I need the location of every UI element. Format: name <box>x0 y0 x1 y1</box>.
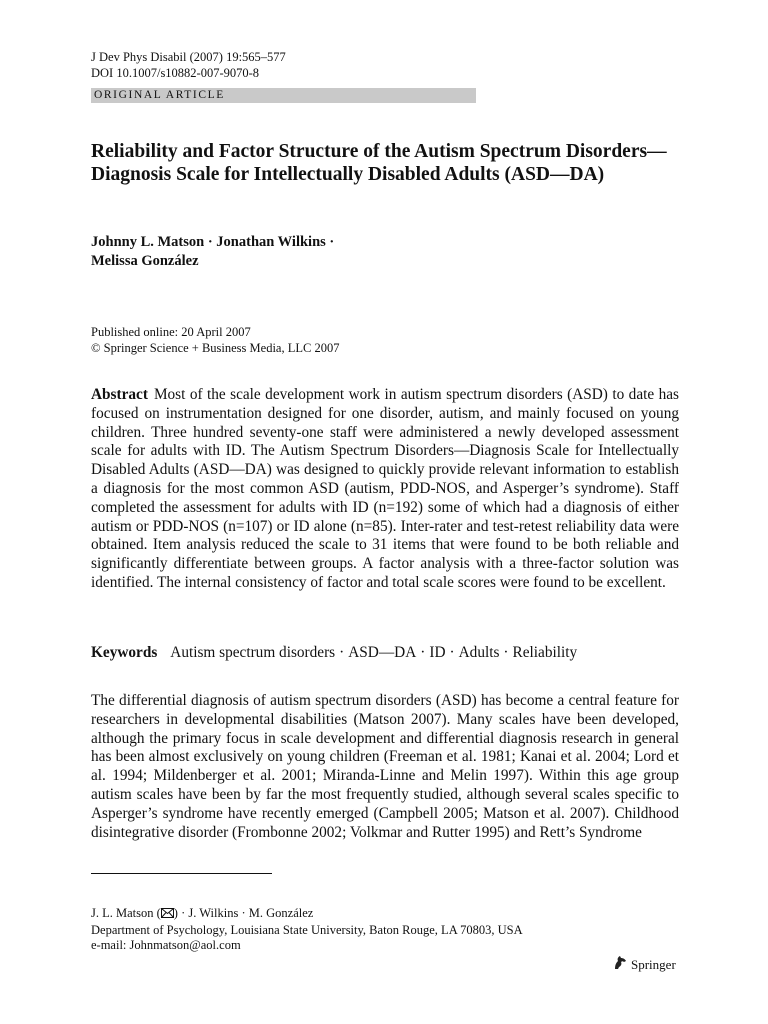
footnote-email: e-mail: Johnmatson@aol.com <box>91 938 241 952</box>
keywords-label: Keywords <box>91 644 158 661</box>
abstract <box>91 386 679 593</box>
springer-horse-icon <box>612 955 631 974</box>
journal-citation: J Dev Phys Disabil (2007) 19:565–577 <box>91 50 286 64</box>
footnote-authors <box>91 906 679 923</box>
journal-header <box>91 49 286 81</box>
author-list <box>91 233 651 271</box>
body-paragraph: The differential diagnosis of autism spectrum disorders (ASD) has become a central feature for researchers in developmental disabilities (Matson 2007). Many scales have been developed, although the primary focus in scale development and differential diagnosis research in general has been almost exclusively on young children (Freeman et al. 1981; Kanai et al. 2004; Lord et al. 1994; Mildenberger et al. 2001; Miranda-Linne and Melin 1997). Within this age group autism scales have been by far the most frequently studied, although several scales specific to Asperger’s syndrome have recently emerged (Campbell 2005; Matson et al. 2007). Childhood disintegrative disorder (Frombonne 2002; Volkmar and Rutter 1995) and Rett’s Syndrome <box>91 692 679 841</box>
footnote-affiliation: Department of Psychology, Louisiana State University, Baton Rouge, LA 70803, USA <box>91 922 523 937</box>
publication-info <box>91 324 339 356</box>
footnote-author-text: ) · J. Wilkins · M. González <box>173 906 314 920</box>
keywords: Keywords Autism spectrum disorders · ASD—DA · ID · Adults · Reliability <box>91 644 578 661</box>
keyword: Reliability <box>512 644 578 661</box>
abstract-text: Most of the scale development work in autism spectrum disorders (ASD) to date has focused on instrumentation designed for one disorder, autism, and mainly focused on young children. Three hundred seventy-one staff were administered a newly developed assessment scale for adults with ID. The Autism Spectrum Disorders—Diagnosis Scale for Intellectually Disabled Adults (ASD—DA) was designed to quickly provide relevant information to establish a diagnosis for the most common ASD (autism, PDD-NOS, and Asperger’s syndrome). Staff completed the assessment for adults with ID (n=192) some of which had a diagnosis of either autism or PDD-NOS (n=107) or ID alone (n=85). Inter-rater and test-retest reliability data were obtained. Item analysis reduced the scale to 31 items that were found to be both reliable and significantly differentiate between groups. A factor analysis with a three-factor solution was identified. The internal consistency of factor and total scale scores were found to be excellent. <box>91 386 679 591</box>
published-online: Published online: 20 April 2007 <box>91 325 251 339</box>
publisher-logo <box>612 955 676 974</box>
paper-title: Reliability and Factor Structure of the Autism Spectrum Disorders—Diagnosis Scale for Intellectually Disabled Adults (ASD—DA) <box>91 141 667 185</box>
footnote-author-text: J. L. Matson ( <box>91 906 161 920</box>
footnote-divider <box>91 873 272 874</box>
copyright: © Springer Science + Business Media, LLC 2007 <box>91 341 340 355</box>
envelope-icon <box>161 907 174 923</box>
keyword: ASD—DA <box>348 644 417 661</box>
authors-line-1: Johnny L. Matson · Jonathan Wilkins · <box>91 234 335 250</box>
footnote <box>91 906 679 954</box>
keyword: Autism spectrum disorders <box>170 644 336 661</box>
publisher-name: Springer <box>631 956 676 972</box>
doi: DOI 10.1007/s10882-007-9070-8 <box>91 66 260 80</box>
article-type-banner: ORIGINAL ARTICLE <box>91 88 476 103</box>
keyword: ID <box>429 644 446 661</box>
abstract-label: Abstract <box>91 386 148 403</box>
authors-line-2: Melissa González <box>91 253 199 269</box>
keyword: Adults <box>458 644 500 661</box>
